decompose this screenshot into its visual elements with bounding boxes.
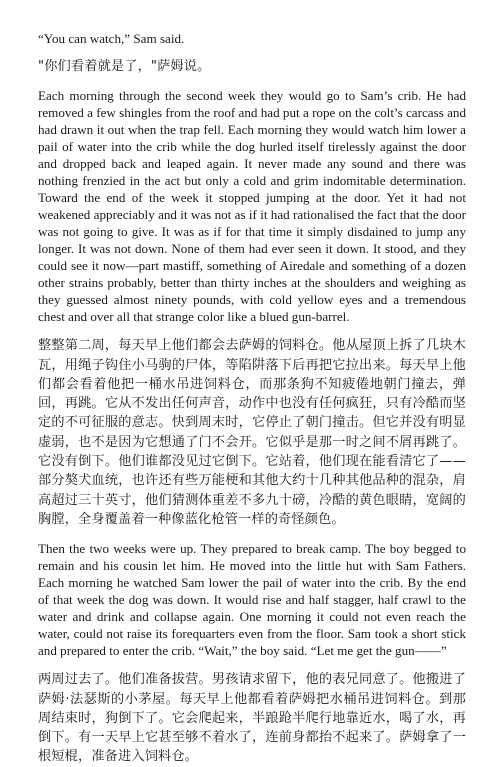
document-page bbox=[38, 30, 466, 767]
paragraph-en-1: “You can watch,” Sam said. bbox=[38, 31, 185, 46]
paragraph-en-2: Each morning through the second week they would go to Sam’s crib. He had removed a few shingles from the roof and had put a rope on the colt’s carcass and had drawn it out when the trap fell. Each morning they would watch him lower a pail of water into the crib while the dog hurled itself tirelessly against the door and dropped back and leaped again. It never made any sound and there was nothing frenzied in the act but only a cold and grim indomitable determination. Toward the end of the week it stopped jumping at the door. Yet it had not weakened appreciably and it was not as if it had rationalised the fact that the door was not going to give. It was as if for that time it simply disdained to jump any longer. It was not down. None of them had ever seen it down. It stood, and they could see it now—part mastiff, something of Airedale and something of a dozen other strains probably, better than thirty inches at the shoulders and weighing as they guessed almost ninety pounds, with cold yellow eyes and a tremendous chest and over all that strange color like a blued gun-barrel. bbox=[38, 88, 466, 325]
paragraph-en-3: Then the two weeks were up. They prepared to break camp. The boy begged to remain and his cousin let him. He moved into the little hut with Sam Fathers. Each morning he watched Sam lower the pail of water into the crib. By the end of that week the dog was down. It would rise and half stagger, half crawl to the water and drink and collapse again. One morning it could not even reach the water, could not raise its forequarters even from the floor. Sam took a short stick and prepared to enter the crib. “Wait,” the boy said. “Let me get the gun——” bbox=[38, 541, 466, 659]
paragraph-zh-3: 两周过去了。他们准备拔营。男孩请求留下，他的表兄同意了。他搬进了萨姆·法瑟斯的小茅屋。每天早上他都看着萨姆把水桶吊进饲料仓。到那周结束时，狗倒下了。它会爬起来，半踉跄半爬行地靠近水，喝了水，再倒下。有一天早上它甚至够不着水了，连前身都抬不起来了。萨姆拿了一根短棍，准备进入饲料仓。 bbox=[38, 672, 466, 765]
paragraph-zh-2: 整整第二周，每天早上他们都会去萨姆的饲料仓。他从屋顶上拆了几块木瓦，用绳子钩住小马驹的尸体，等陷阱落下后再把它拉出来。每天早上他们都会看着他把一桶水吊进饲料仓，而那条狗不知疲倦地朝门撞去，弹回，再跳。它从不发出任何声音，动作中也没有任何疯狂，只有冷酷而坚定的不可征服的意志。快到周末时，它停止了朝门撞击。但它并没有明显虚弱，也不是因为它想通了门不会开。它似乎是那一时之间不屑再跳了。它没有倒下。他们谁都没见过它倒下。它站着，他们现在能看清它了——部分獒犬血统，也许还有些万能梗和其他大约十几种其他品种的混杂，肩高超过三十英寸，他们猜测体重差不多九十磅，冷酷的黄色眼睛，宽阔的胸膛，全身覆盖着一种像蓝化枪管一样的奇怪颜色。 bbox=[38, 338, 466, 527]
paragraph-zh-1: "你们看着就是了，"萨姆说。 bbox=[38, 59, 211, 74]
